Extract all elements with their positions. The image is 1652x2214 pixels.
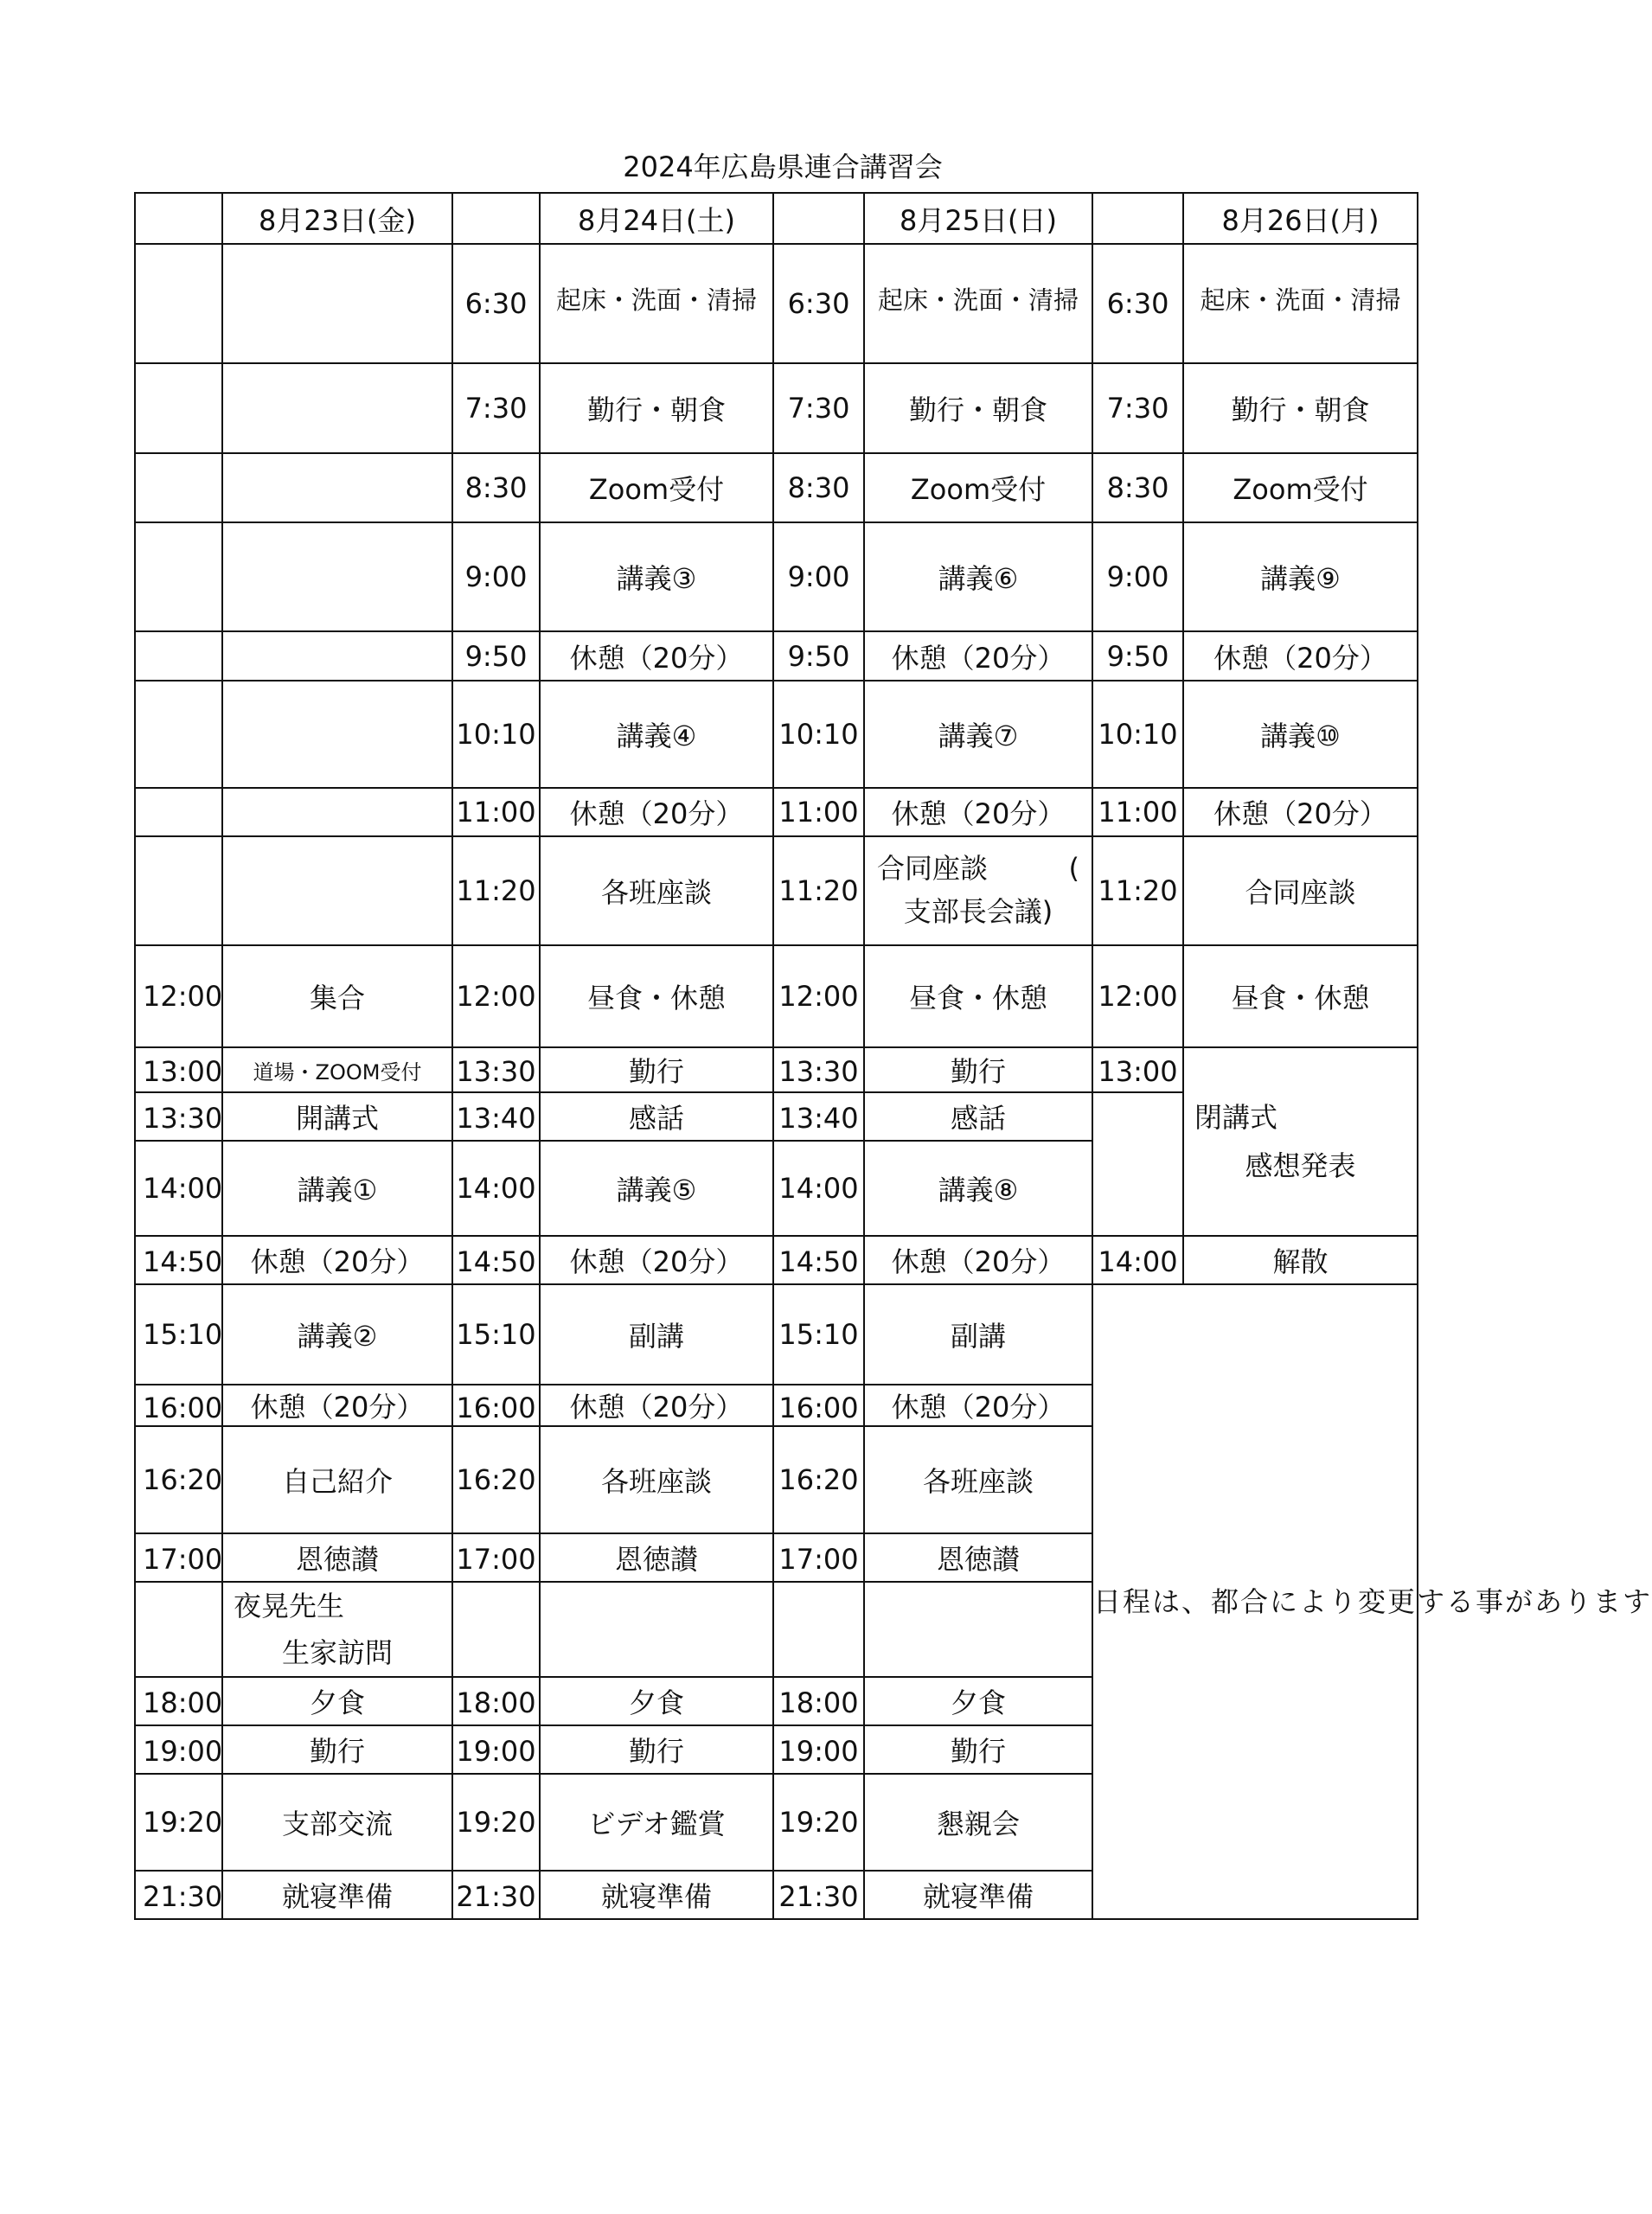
time-cell: 8:30 [452,453,540,522]
event-cell: 休憩（20分） [1183,631,1418,681]
event-cell: 講義④ [540,681,773,788]
event-cell: 自己紹介 [222,1426,452,1533]
event-cell [222,681,452,788]
time-cell: 21:30 [773,1871,864,1919]
event-text: 閉講式 [1194,1101,1278,1134]
event-cell: 感話 [540,1092,773,1141]
event-cell: 講義⑦ [864,681,1092,788]
time-cell [135,244,222,363]
event-cell: 休憩（20分） [222,1236,452,1284]
table-row [135,1236,1418,1284]
time-cell [452,1582,540,1677]
time-cell: 14:00 [452,1141,540,1236]
event-cell [222,363,452,453]
time-cell: 19:00 [452,1725,540,1774]
time-cell [135,363,222,453]
event-cell: 夕食 [540,1677,773,1725]
time-cell: 13:30 [452,1047,540,1092]
event-cell: 開講式 [222,1092,452,1141]
time-cell: 19:20 [773,1774,864,1871]
table-row [135,836,1418,945]
event-cell: 講義⑨ [1183,522,1418,631]
time-cell: 9:00 [1092,522,1183,631]
time-cell: 16:20 [452,1426,540,1533]
time-cell: 14:00 [773,1141,864,1236]
day-header-mon: 8月26日(月) [1183,193,1418,244]
event-cell: 道場・ZOOM受付 [222,1047,452,1092]
time-cell: 16:00 [135,1385,222,1426]
time-cell: 16:00 [452,1385,540,1426]
event-cell [222,453,452,522]
event-cell: ビデオ鑑賞 [540,1774,773,1871]
table-row [135,681,1418,788]
event-cell: 解散 [1183,1236,1418,1284]
time-cell: 9:50 [452,631,540,681]
time-cell: 9:00 [773,522,864,631]
time-cell: 9:00 [452,522,540,631]
time-cell: 7:30 [773,363,864,453]
event-text: 合同座談 [877,852,989,885]
event-cell: 勤行 [864,1725,1092,1774]
time-cell [773,1582,864,1677]
event-cell: 懇親会 [864,1774,1092,1871]
event-cell: Zoom受付 [864,453,1092,522]
time-cell: 19:20 [135,1774,222,1871]
event-cell: 副講 [540,1284,773,1385]
table-row [135,788,1418,836]
time-cell: 12:00 [452,945,540,1047]
event-cell: 休憩（20分） [540,1236,773,1284]
time-cell: 11:00 [452,788,540,836]
event-cell: 就寝準備 [222,1871,452,1919]
time-cell: 15:10 [452,1284,540,1385]
event-cell: 休憩（20分） [540,788,773,836]
time-cell: 11:20 [773,836,864,945]
time-cell: 16:20 [135,1426,222,1533]
time-cell: 11:00 [1092,788,1183,836]
time-cell [135,1582,222,1677]
event-cell: Zoom受付 [1183,453,1418,522]
table-row [135,363,1418,453]
event-cell: 昼食・休憩 [1183,945,1418,1047]
time-cell: 8:30 [773,453,864,522]
event-cell: 休憩（20分） [540,631,773,681]
blank-header [773,193,864,244]
event-cell: 就寝準備 [864,1871,1092,1919]
event-cell [540,1582,773,1677]
event-cell: 就寝準備 [540,1871,773,1919]
event-cell: 勤行 [222,1725,452,1774]
time-cell: 17:00 [773,1533,864,1582]
event-cell: 講義⑧ [864,1141,1092,1236]
time-cell [135,836,222,945]
time-cell: 14:50 [135,1236,222,1284]
event-cell: 休憩（20分） [540,1385,773,1426]
event-cell [864,1582,1092,1677]
time-cell: 13:30 [135,1092,222,1141]
time-cell: 10:10 [773,681,864,788]
time-cell: 6:30 [773,244,864,363]
document-title: 2024年広島県連合講習会 [623,150,943,183]
schedule-note: 日程は、都合により変更する事があります [1092,1284,1418,1919]
event-cell: 勤行 [864,1047,1092,1092]
event-text: ( [1068,852,1079,885]
event-cell: 講義⑥ [864,522,1092,631]
table-row [135,1047,1418,1092]
event-cell: 勤行・朝食 [864,363,1092,453]
event-text: 感想発表 [1245,1149,1356,1182]
event-cell: 各班座談 [540,836,773,945]
event-cell: 副講 [864,1284,1092,1385]
event-cell: 起床・洗面・清掃 [540,244,773,363]
event-text: 夜晃先生 [234,1590,345,1622]
time-cell: 21:30 [452,1871,540,1919]
event-cell: 夕食 [222,1677,452,1725]
time-cell: 13:40 [452,1092,540,1141]
time-cell: 15:10 [773,1284,864,1385]
time-cell: 13:30 [773,1047,864,1092]
event-cell: 合同座談 [1183,836,1418,945]
closing-ceremony-cell [1183,1047,1418,1236]
event-cell: 支部交流 [222,1774,452,1871]
event-cell: 昼食・休憩 [864,945,1092,1047]
time-cell: 18:00 [452,1677,540,1725]
time-cell: 6:30 [1092,244,1183,363]
blank-header [1092,193,1183,244]
time-cell: 13:40 [773,1092,864,1141]
table-row [135,1284,1418,1385]
time-cell [135,681,222,788]
blank-header [135,193,222,244]
schedule-table [134,192,1652,1920]
event-cell: 講義① [222,1141,452,1236]
time-cell: 6:30 [452,244,540,363]
event-cell: 勤行・朝食 [540,363,773,453]
time-cell: 19:00 [773,1725,864,1774]
event-cell: 休憩（20分） [864,1236,1092,1284]
event-cell: 各班座談 [864,1426,1092,1533]
time-cell: 14:00 [1092,1236,1183,1284]
day-header-fri: 8月23日(金) [222,193,452,244]
event-cell: 休憩（20分） [1183,788,1418,836]
event-cell: 昼食・休憩 [540,945,773,1047]
event-cell [222,836,452,945]
event-cell: 起床・洗面・清掃 [1183,244,1418,363]
time-cell: 12:00 [1092,945,1183,1047]
event-cell: 感話 [864,1092,1092,1141]
event-text: 生家訪問 [281,1636,393,1669]
time-cell: 17:00 [452,1533,540,1582]
time-cell [135,788,222,836]
event-cell [222,1582,452,1677]
time-cell: 10:10 [1092,681,1183,788]
time-cell: 18:00 [135,1677,222,1725]
time-cell: 19:00 [135,1725,222,1774]
time-cell: 11:00 [773,788,864,836]
time-cell: 7:30 [452,363,540,453]
time-cell: 13:00 [135,1047,222,1092]
time-cell: 14:50 [452,1236,540,1284]
day-header-sun: 8月25日(日) [864,193,1092,244]
event-cell: 講義② [222,1284,452,1385]
time-cell: 13:00 [1092,1047,1183,1092]
event-cell: 勤行・朝食 [1183,363,1418,453]
time-cell [135,522,222,631]
event-cell: 恩徳讃 [540,1533,773,1582]
time-cell: 17:00 [135,1533,222,1582]
event-cell: 休憩（20分） [864,631,1092,681]
table-row [135,945,1418,1047]
event-cell: 夕食 [864,1677,1092,1725]
event-cell [222,244,452,363]
time-cell: 21:30 [135,1871,222,1919]
time-cell: 14:00 [135,1141,222,1236]
time-cell: 7:30 [1092,363,1183,453]
event-cell: 勤行 [540,1725,773,1774]
time-cell: 12:00 [773,945,864,1047]
table-row [135,453,1418,522]
blank-header [452,193,540,244]
event-cell: 恩徳讃 [864,1533,1092,1582]
time-cell: 11:20 [452,836,540,945]
time-cell: 9:50 [773,631,864,681]
event-cell: 集合 [222,945,452,1047]
event-cell: 休憩（20分） [864,1385,1092,1426]
table-row [135,631,1418,681]
time-cell: 16:20 [773,1426,864,1533]
time-cell: 9:50 [1092,631,1183,681]
time-cell: 18:00 [773,1677,864,1725]
event-cell: 休憩（20分） [222,1385,452,1426]
time-cell: 11:20 [1092,836,1183,945]
time-cell: 16:00 [773,1385,864,1426]
time-cell [135,631,222,681]
event-cell: 講義⑩ [1183,681,1418,788]
event-cell: Zoom受付 [540,453,773,522]
time-cell [135,453,222,522]
event-cell: 勤行 [540,1047,773,1092]
table-row [135,522,1418,631]
event-cell: 講義⑤ [540,1141,773,1236]
time-cell: 19:20 [452,1774,540,1871]
event-cell [222,522,452,631]
event-cell: 起床・洗面・清掃 [864,244,1092,363]
time-cell: 10:10 [452,681,540,788]
table-row [135,244,1418,363]
time-cell: 8:30 [1092,453,1183,522]
event-cell: 恩徳讃 [222,1533,452,1582]
time-cell: 14:50 [773,1236,864,1284]
event-cell: 講義③ [540,522,773,631]
event-cell [864,836,1092,945]
time-cell: 15:10 [135,1284,222,1385]
event-text: 支部長会議) [903,895,1053,928]
event-cell: 各班座談 [540,1426,773,1533]
event-cell [222,788,452,836]
time-cell [1092,1092,1183,1236]
time-cell: 12:00 [135,945,222,1047]
header-row [135,193,1418,244]
event-cell: 休憩（20分） [864,788,1092,836]
event-cell [222,631,452,681]
day-header-sat: 8月24日(土) [540,193,773,244]
